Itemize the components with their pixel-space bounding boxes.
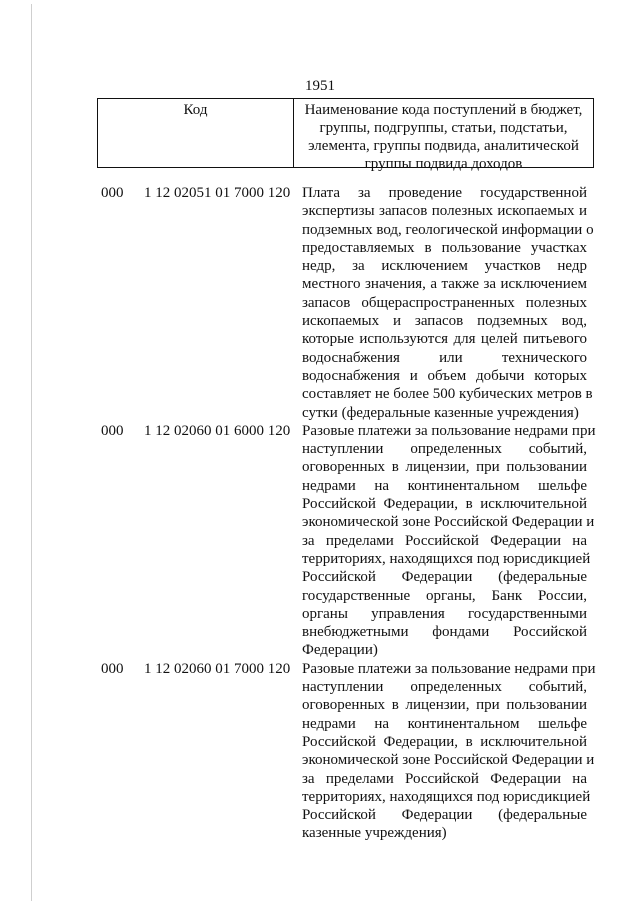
revenue-name-line: подземных вод, геологической информации о [302,221,594,238]
header-name-line: группы подвида доходов [364,156,523,172]
table-row [0,422,640,660]
revenue-name [302,422,596,660]
revenue-name [302,660,596,843]
revenue-name-line: государственные органы, Банк России, [302,587,587,604]
header-name-line: группы, подгруппы, статьи, подстатьи, [319,120,568,136]
revenue-name-line: за пределами Российской Федерации на [302,770,587,787]
revenue-name-line: экономической зоне Российской Федерации и [302,514,595,531]
revenue-name-line: оговоренных в лицензии, при пользовании [302,697,587,714]
revenue-name-line: наступлении определенных событий, [302,441,587,458]
admin-code: 000 [101,185,124,201]
revenue-name-line: сутки (федеральные казенные учреждения) [302,404,579,421]
revenue-name-line: водоснабжения или технического [302,349,587,366]
revenue-name-line: органы управления государственными [302,605,587,622]
admin-code: 000 [101,422,124,439]
revenue-name-line: экономической зоне Российской Федерации и [302,752,595,769]
revenue-name-line: Разовые платежи за пользование недрами при [302,660,596,677]
table-row [0,184,640,422]
revenue-code: 1 12 02060 01 6000 120 [144,422,291,439]
revenue-name-line: казенные учреждения) [302,825,447,842]
revenue-name-line: запасов общераспространенных полезных [302,294,587,311]
revenue-name-line: территориях, находящихся под юрисдикцией [302,788,591,805]
table-row [0,660,640,843]
revenue-code: 1 12 02051 01 7000 120 [144,185,291,201]
revenue-name-line: Плата за проведение государственной [302,185,587,201]
revenue-name-line: Разовые платежи за пользование недрами при [302,422,596,439]
revenue-name-line: внебюджетными фондами Российской [302,624,587,641]
revenue-name-line: территориях, находящихся под юрисдикцией [302,550,591,567]
revenue-name-line: недр, за исключением участков недр [302,258,587,275]
table-header [97,98,594,172]
revenue-name-line: наступлении определенных событий, [302,679,587,696]
table-body [0,184,640,843]
revenue-name-line: местного значения, а также за исключением [302,276,587,293]
revenue-name-line: Российской Федерации (федеральные [302,807,587,824]
admin-code: 000 [101,660,124,677]
revenue-name-line: за пределами Российской Федерации на [302,532,587,549]
revenue-name-line: оговоренных в лицензии, при пользовании [302,459,587,476]
revenue-name-line: Российской Федерации (федеральные [302,569,587,586]
header-name-cell [294,99,593,172]
header-code-cell: Код [98,99,294,167]
page-number: 1951 [305,78,335,94]
revenue-name-line: недрами на континентальном шельфе [302,715,587,732]
revenue-name-line: ископаемых и запасов подземных вод, [302,313,587,330]
revenue-name-line: водоснабжения и объем добычи которых [302,367,587,384]
revenue-name [302,184,594,422]
revenue-name-line: Российской Федерации, в исключительной [302,733,587,750]
revenue-name-line: экспертизы запасов полезных ископаемых и [302,203,587,220]
revenue-code: 1 12 02060 01 7000 120 [144,660,291,677]
revenue-name-line: недрами на континентальном шельфе [302,477,587,494]
revenue-name-line: Федерации) [302,642,378,659]
revenue-name-line: составляет не более 500 кубических метров в [302,386,593,403]
header-name-line: Наименование кода поступлений в бюджет, [304,102,583,118]
header-name-line: элемента, группы подвида, аналитической [308,138,579,154]
revenue-name-line: Российской Федерации, в исключительной [302,496,587,513]
revenue-name-line: которые используются для целей питьевого [302,331,587,348]
revenue-name-line: предоставляемых в пользование участках [302,239,587,256]
